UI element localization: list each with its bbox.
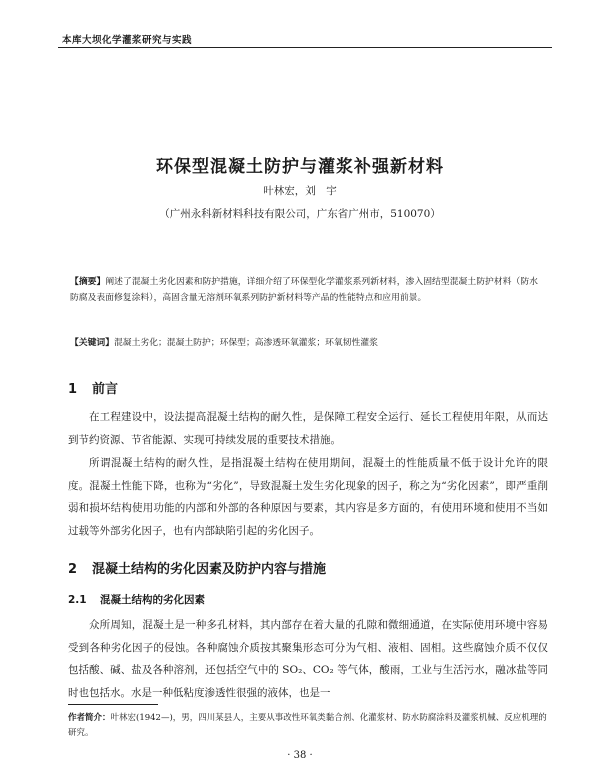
section-1-paragraph-2: 所谓混凝土结构的耐久性，是指混凝土结构在使用期间，混凝土的性能质量不低于设计允许的限度。混凝土性能下降，也称为“劣化”，导致混凝土发生劣化现象的因子，称之为“劣化因素”，即严重削弱和损坏结构使用功能的内部和外部的各种原因与要素，其内容是多方面的，有使用环境和使用不当如过载等外部劣化因子，也有内部缺陷引起的劣化因子。 [68, 457, 548, 537]
page-number: · 38 · [287, 750, 313, 761]
section-2-title: 混凝土结构的劣化因素及防护内容与措施 [92, 562, 327, 577]
subsection-2-1-number: 2.1 [68, 594, 87, 606]
section-1-number: 1 [68, 382, 78, 397]
abstract-label: 【摘要】 [70, 277, 106, 287]
authors: 叶林宏，刘 宇 [263, 185, 337, 197]
subsection-2-1-title: 混凝土结构的劣化因素 [100, 594, 205, 606]
footnote-text: 叶林宏(1942—)，男，四川某县人，主要从事改性环氧类黏合剂、化灌浆材、防水防腐涂料及灌浆机械、反应机理的研究。 [68, 713, 547, 738]
footnote-rule [68, 704, 158, 705]
keywords-text: 混凝土劣化；混凝土防护；环保型；高渗透环氧灌浆；环氧韧性灌浆 [114, 338, 378, 348]
author-footnote [68, 711, 548, 741]
abstract-block [70, 274, 538, 306]
section-1-heading [68, 378, 118, 397]
keywords-label: 【关键词】 [70, 338, 114, 348]
section-1-title: 前言 [92, 382, 119, 397]
header-rule [58, 47, 552, 48]
keywords-block [70, 335, 538, 351]
subsection-2-1-paragraph-1: 众所周知，混凝土是一种多孔材料，其内部存在着大量的孔隙和微细通道，在实际使用环境中容易受到各种劣化因子的侵蚀。各种腐蚀介质按其聚集形态可分为气相、液相、固相。这些腐蚀介质不仅仅包括酸、碱、盐及各种溶剂，还包括空气中的 SO₂、CO₂ 等气体，酸雨，工业与生活污水，融冰盐等同时也包括水。水是一种低粘度渗透性很强的液体，也是一 [68, 619, 548, 699]
section-2-heading [68, 558, 326, 577]
section-1-paragraph-1: 在工程建设中，设法提高混凝土结构的耐久性，是保障工程安全运行、延长工程使用年限，从而达到节约资源、节省能源、实现可持续发展的重要技术措施。 [68, 411, 548, 446]
footnote-label: 作者简介： [68, 713, 111, 723]
abstract-text: 阐述了混凝土劣化因素和防护措施，详细介绍了环保型化学灌浆系列新材料，渗入固结型混凝土防护材料（防水防腐及表面修复涂料），高固含量无溶剂环氧系列防护新材料等产品的性能特点和应用前景。 [70, 277, 538, 303]
affiliation: （广州永科新材料科技有限公司，广东省广州市，510070） [159, 208, 441, 220]
subsection-2-1-heading [68, 592, 205, 607]
running-header: 本库大坝化学灌浆研究与实践 [62, 35, 193, 46]
section-2-number: 2 [68, 562, 78, 577]
article-title: 环保型混凝土防护与灌浆补强新材料 [156, 157, 444, 177]
